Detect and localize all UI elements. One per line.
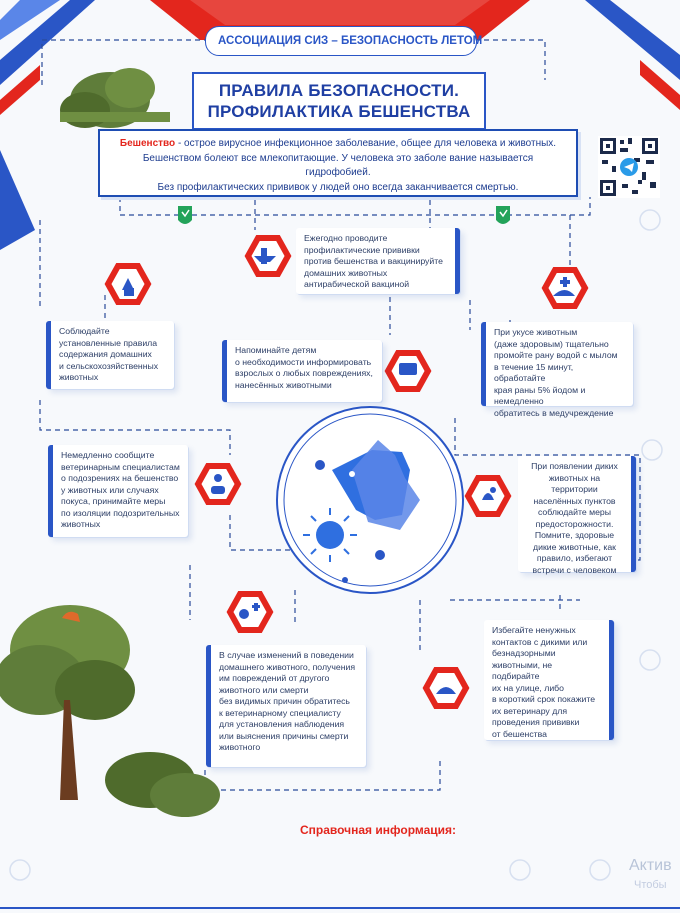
card-children-line: нанесённых животными (235, 379, 332, 390)
card-behavior-line: к ветеринарному специалисту (219, 707, 341, 718)
card-behavior-line: домашнего животного, получения (219, 661, 356, 672)
card-bite-line: края раны 5% йодом и немедленно (494, 384, 586, 406)
card-vaccination-line: домашних животных (304, 267, 388, 278)
intro-text-3: Без профилактических прививок у людей оно всегда заканчивается смертью. (157, 181, 519, 193)
association-badge (205, 26, 483, 56)
card-vet-report-line: животных (61, 519, 101, 529)
card-avoid-line: контактов с дикими или (492, 636, 588, 647)
card-wild-line: населённых пунктов (533, 495, 616, 506)
card-avoid-line: животными, не подбирайте (492, 659, 553, 681)
card-avoid-line: безнадзорными (492, 648, 556, 658)
intro-text-1: - острое вирусное инфекционное заболевание, общее для человека и животных. (175, 138, 557, 149)
intro-text-2: Бешенством болеют все млекопитающие. У человека это заболе вание называется гидрофобией. (142, 152, 534, 178)
card-avoid-line: от бешенства (492, 728, 548, 739)
card-wild-line: встречи с человеком (532, 564, 617, 575)
card-vaccination (296, 228, 460, 294)
card-avoid-line: в короткий срок покажите (492, 694, 596, 704)
card-wild-animals (518, 456, 636, 575)
card-wild-line: предосторожности. (535, 518, 614, 529)
card-children (222, 340, 382, 402)
card-bite (481, 322, 633, 418)
card-behavior-line: или выяснения причины смерти (219, 730, 349, 741)
card-wild-line: Помните, здоровые (534, 530, 615, 540)
card-avoid-line: проведения прививки (492, 717, 580, 727)
card-bite-line: (даже здоровым) тщательно (494, 338, 609, 349)
activation-notice-sub: Чтобы (634, 879, 667, 891)
card-rules-line: установленные правила (59, 337, 158, 348)
card-vet-report-line: ветеринарным специалистам (61, 461, 180, 472)
card-vet-report-line: у животных или случаях (61, 484, 159, 495)
card-vet-report (48, 445, 188, 537)
card-vet-report-line: по изоляции подозрительных (61, 507, 180, 518)
intro-term: Бешенство (119, 138, 176, 149)
card-avoid-line: их ветеринару для (492, 705, 568, 716)
card-rules-line: и сельскохозяйственных (59, 360, 159, 371)
card-bite-line: При укусе животным (494, 327, 578, 337)
card-behavior-line: для установления наблюдения (219, 719, 345, 729)
card-vaccination-line: против бешенства и вакцинируйте (304, 256, 443, 266)
card-rules-line: Соблюдайте (59, 326, 110, 336)
title-line-2: ПРОФИЛАКТИКА БЕШЕНСТВА (207, 102, 471, 121)
card-rules-line: животных (59, 372, 99, 382)
card-behavior-change (206, 645, 366, 767)
card-rules-line: содержания домашних (59, 349, 152, 359)
card-children-line: о необходимости информировать (235, 356, 372, 367)
card-children-line: взрослых о любых повреждениях, (235, 368, 373, 378)
card-avoid-line: их на улице, либо (492, 682, 564, 693)
card-behavior-line: животного (219, 742, 261, 752)
card-vaccination-line: профилактические прививки (304, 244, 420, 255)
page-title (192, 72, 486, 130)
card-vet-report-line: Немедленно сообщите (61, 450, 155, 460)
card-wild-line: правило, избегают (536, 553, 613, 563)
qr-code[interactable] (598, 136, 660, 198)
card-vaccination-line: антирабической вакциной (304, 279, 410, 289)
card-behavior-line: В случае изменений в поведении (219, 650, 354, 660)
card-behavior-line: им повреждений от другого (219, 673, 330, 683)
card-vet-report-line: покуса, принимайте меры (61, 496, 166, 506)
activation-notice: Актив (629, 857, 672, 874)
intro-definition (98, 129, 578, 197)
card-bite-line: обратитесь в медучреждение (494, 407, 614, 418)
card-wild-line: соблюдайте меры (537, 507, 611, 517)
card-bite-line: в течение 15 минут, обработайте (494, 361, 574, 383)
card-wild-line: При появлении диких (531, 461, 618, 471)
reference-info-label: Справочная информация: (300, 823, 457, 837)
card-avoid-contact (484, 620, 614, 740)
card-wild-line: дикие животные, как (533, 541, 616, 552)
card-rules (46, 321, 174, 389)
association-name: АССОЦИАЦИЯ СИЗ – БЕЗОПАСНОСТЬ ЛЕТОМ (218, 35, 483, 47)
card-behavior-line: без видимых причин обратитесь (219, 696, 350, 706)
card-behavior-line: животного или смерти (219, 684, 309, 695)
card-avoid-line: Избегайте ненужных (492, 625, 576, 635)
card-wild-line: животных на территории (548, 472, 601, 494)
title-line-1: ПРАВИЛА БЕЗОПАСНОСТИ. (218, 81, 460, 100)
card-bite-line: промойте рану водой с мылом (494, 350, 618, 360)
card-vet-report-line: о подозрениях на бешенство (61, 473, 179, 483)
card-children-line: Напоминайте детям (235, 345, 317, 355)
card-vaccination-line: Ежегодно проводите (304, 233, 388, 243)
